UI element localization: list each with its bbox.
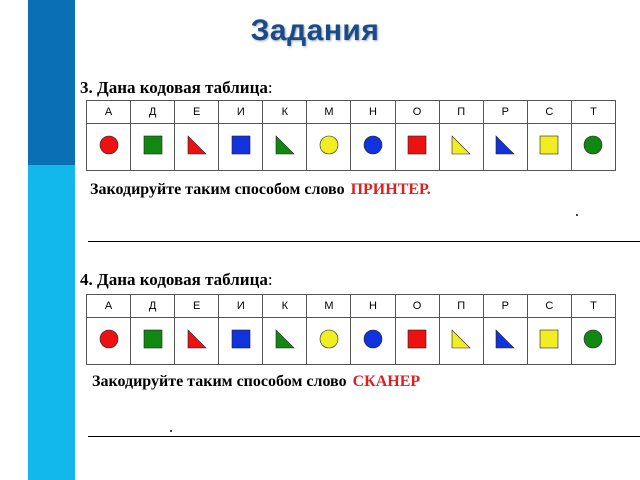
shape-cell (527, 124, 571, 171)
task-4-instruction-text: Закодируйте таким способом слово (92, 373, 347, 390)
letter-cell: Т (571, 101, 615, 124)
task-3-number: 3. (80, 78, 93, 97)
shape-cell (87, 318, 131, 365)
task-3-heading-text: Дана кодовая таблица (97, 78, 268, 97)
letter-cell: Н (351, 295, 395, 318)
letter-cell: А (87, 295, 131, 318)
shape-cell (263, 318, 307, 365)
shape-cell (219, 124, 263, 171)
green-triangle-icon (274, 134, 296, 156)
shape-cell (571, 124, 615, 171)
red-square-icon (406, 328, 428, 350)
green-triangle-icon (274, 328, 296, 350)
shape-cell (483, 318, 527, 365)
letter-cell: О (395, 295, 439, 318)
letters-row (87, 295, 616, 318)
stray-dot (170, 430, 172, 432)
task-3-heading: 3. Дана кодовая таблица: (80, 78, 273, 97)
blue-square-icon (230, 134, 252, 156)
yellow-circle-icon (318, 134, 340, 156)
letter-cell: К (263, 295, 307, 318)
red-square-icon (406, 134, 428, 156)
red-circle-icon (98, 134, 120, 156)
yellow-square-icon (538, 134, 560, 156)
letters-row (87, 101, 616, 124)
task-3-answer-line[interactable] (88, 241, 640, 242)
shape-cell (307, 318, 351, 365)
letter-cell: Е (175, 101, 219, 124)
sidebar-accent-bottom (28, 165, 75, 480)
shape-cell (571, 318, 615, 365)
blue-circle-icon (362, 134, 384, 156)
shape-cell (219, 318, 263, 365)
code-table-task-4 (86, 294, 616, 365)
blue-triangle-icon (494, 328, 516, 350)
letter-cell: М (307, 295, 351, 318)
letter-cell: П (439, 295, 483, 318)
letter-cell: Е (175, 295, 219, 318)
shape-cell (175, 318, 219, 365)
green-square-icon (142, 328, 164, 350)
task-3-instruction (90, 181, 431, 199)
letter-cell: О (395, 101, 439, 124)
shape-cell (351, 124, 395, 171)
shape-cell (439, 318, 483, 365)
red-triangle-icon (186, 134, 208, 156)
shapes-row (87, 124, 616, 171)
letter-cell: Н (351, 101, 395, 124)
letter-cell: Р (483, 295, 527, 318)
letter-cell: Р (483, 101, 527, 124)
letter-cell: К (263, 101, 307, 124)
shape-cell (175, 124, 219, 171)
green-circle-icon (582, 134, 604, 156)
task-4-heading-text: Дана кодовая таблица (97, 270, 268, 289)
blue-square-icon (230, 328, 252, 350)
letter-cell: Д (131, 295, 175, 318)
stray-dot (576, 214, 578, 216)
yellow-circle-icon (318, 328, 340, 350)
blue-triangle-icon (494, 134, 516, 156)
code-table-task-3 (86, 100, 616, 171)
task-4-heading: 4. Дана кодовая таблица: (80, 270, 273, 289)
shapes-row (87, 318, 616, 365)
task-4-word: СКАНЕР (352, 373, 421, 390)
shape-cell (395, 318, 439, 365)
task-4-number: 4. (80, 270, 93, 289)
red-triangle-icon (186, 328, 208, 350)
letter-cell: А (87, 101, 131, 124)
task-3-word: ПРИНТЕР. (350, 181, 431, 198)
yellow-triangle-icon (450, 328, 472, 350)
shape-cell (483, 124, 527, 171)
letter-cell: И (219, 295, 263, 318)
letter-cell: С (527, 295, 571, 318)
task-4-answer-line[interactable] (88, 436, 640, 437)
shape-cell (351, 318, 395, 365)
shape-cell (87, 124, 131, 171)
red-circle-icon (98, 328, 120, 350)
letter-cell: И (219, 101, 263, 124)
shape-cell (439, 124, 483, 171)
letter-cell: Т (571, 295, 615, 318)
shape-cell (395, 124, 439, 171)
letter-cell: С (527, 101, 571, 124)
shape-cell (527, 318, 571, 365)
shape-cell (131, 318, 175, 365)
shape-cell (131, 124, 175, 171)
task-3-instruction-text: Закодируйте таким способом слово (90, 181, 345, 198)
yellow-square-icon (538, 328, 560, 350)
shape-cell (263, 124, 307, 171)
letter-cell: Д (131, 101, 175, 124)
green-circle-icon (582, 328, 604, 350)
blue-circle-icon (362, 328, 384, 350)
letter-cell: П (439, 101, 483, 124)
task-4-instruction (92, 373, 420, 391)
green-square-icon (142, 134, 164, 156)
letter-cell: М (307, 101, 351, 124)
shape-cell (307, 124, 351, 171)
yellow-triangle-icon (450, 134, 472, 156)
slide-title: Задания (250, 14, 380, 47)
